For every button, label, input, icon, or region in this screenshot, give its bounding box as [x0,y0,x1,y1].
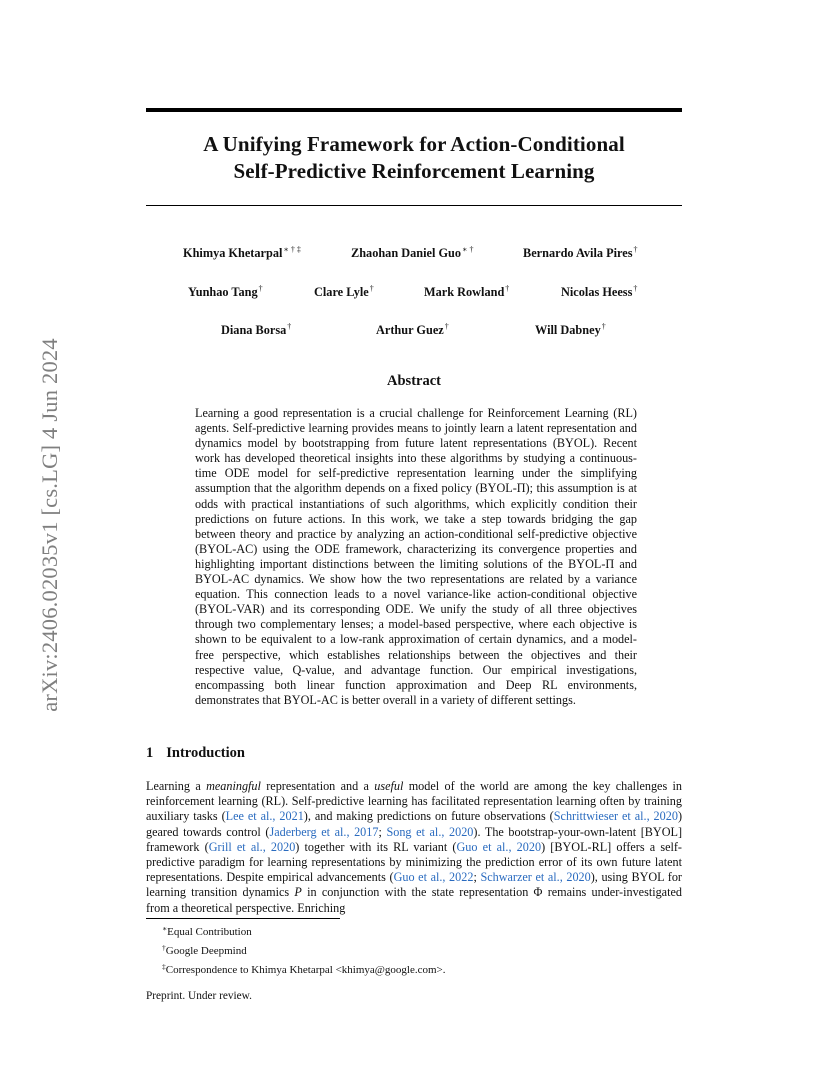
author-name: Will Dabney [535,323,601,337]
author-marks: † [444,322,449,331]
footnote-text: Equal Contribution [167,926,252,938]
title-line-1: A Unifying Framework for Action-Conditional [203,132,625,156]
footnote [162,921,446,940]
footnote-mark: ∗ [162,924,168,933]
author-marks: † [369,284,374,293]
author-name: Khimya Khetarpal [183,246,283,260]
citation-link[interactable]: Schrittwieser et al., 2020 [553,809,678,824]
abstract-heading: Abstract [387,373,441,389]
author-name: Mark Rowland [424,285,505,299]
author-marks: † [633,245,638,254]
intro-text: ) together with its RL variant ( [295,839,457,854]
intro-text: ), using BYOL for learning transition dynamics [146,870,682,900]
intro-emphasis: meaningful [206,779,261,793]
author-marks: † [601,322,606,331]
author-2 [351,243,473,260]
intro-text: model of the world are among the key challenges in reinforcement learning (RL). Self-predictive learning has facilitated representation learning often by training auxiliary tasks ( [146,779,683,824]
footnotes [162,921,446,978]
intro-text: ). The bootstrap-your-own-latent [BYOL] framework ( [146,824,683,854]
footnote [162,959,446,978]
section-title: Introduction [166,745,245,761]
author-marks: † [287,322,292,331]
author-9 [376,320,449,337]
section-number: 1 [146,745,154,761]
footnote-text: Google Deepmind [165,945,247,957]
intro-text: ) geared towards control ( [146,809,682,839]
section-heading-introduction [146,745,245,762]
citation-link[interactable]: Schwarzer et al., 2020 [480,870,591,885]
intro-text: ; [378,824,387,839]
title-top-rule [146,108,682,112]
author-name: Nicolas Heess [561,285,633,299]
paper-title [146,131,682,185]
footnote-rule [146,918,340,919]
title-line-2: Self-Predictive Reinforcement Learning [233,159,595,183]
author-name: Zhaohan Daniel Guo [351,246,462,260]
author-marks: ∗ † [462,245,474,254]
preprint-note: Preprint. Under review. [146,990,252,1002]
author-marks: † [258,284,263,293]
citation-link[interactable]: Guo et al., 2020 [456,839,542,854]
author-6 [424,282,509,299]
author-marks: † [633,284,638,293]
intro-text: Learning a [146,779,207,793]
footnote-text: Correspondence to Khimya Khetarpal <khimya@google.com>. [165,964,446,976]
author-name: Arthur Guez [376,323,444,337]
footnote-mark: † [162,943,166,952]
author-10 [535,320,606,337]
citation-link[interactable]: Grill et al., 2020 [208,839,296,854]
author-name: Diana Borsa [221,323,287,337]
intro-text: ; [473,870,481,885]
intro-text: representation and a [260,779,375,793]
citation-link[interactable]: Song et al., 2020 [386,824,474,839]
author-1 [183,243,301,260]
author-name: Bernardo Avila Pires [523,246,633,260]
abstract-text: Learning a good representation is a crucial challenge for Reinforcement Learning (RL) agents. Self-predictive learning provides means to jointly learn a latent representation and dynamics model by bootstrapping from future latent representations (BYOL). Recent work has developed theoretical insights into these algorithms by studying a continuous-time ODE model for self-predictive representation learning under the simplifying assumption that the algorithm depends on a fixed policy (BYOL-Π); this assumption is at odds with practical instantiations of such algorithms, which explicitly condition their predictions on future actions. In this work, we take a step towards bridging the gap between theory and practice by analyzing an action-conditional self-predictive objective (BYOL-AC) using the ODE framework, characterizing its convergence properties and highlighting important distinctions between the limiting solutions of the BYOL-Π and BYOL-AC dynamics. We show how the two representations are related by a variance equation. This connection leads to a novel variance-like action-conditional objective (BYOL-VAR) and its corresponding ODE. We unify the study of all three objectives through two complementary lenses; a model-based perspective, where each objective is shown to be equivalent to a low-rank approximation of certain dynamics, and a model-free perspective, which establishes relationships between the objectives and their respective value, Q-value, and advantage function. Our empirical investigations, encompassing both linear function approximation and Deep RL environments, demonstrates that BYOL-AC is better overall in a variety of different settings. [195,406,637,707]
introduction-paragraph [146,779,682,916]
author-4 [188,282,263,299]
footnote [162,940,446,959]
intro-text: ), and making predictions on future observations ( [303,809,554,824]
footnote-mark: ‡ [162,962,166,971]
author-3 [523,243,638,260]
citation-link[interactable]: Lee et al., 2021 [225,809,304,824]
author-7 [561,282,637,299]
title-bottom-rule [146,205,682,206]
author-8 [221,320,291,337]
intro-text: in conjunction with the state representation Φ remains under-investigated from a theoretical perspective. Enriching [146,885,682,915]
intro-emphasis: useful [374,779,404,793]
author-marks: † [505,284,510,293]
citation-link[interactable]: Guo et al., 2022 [393,870,474,885]
math-symbol: P [294,885,302,900]
arxiv-identifier-stamp: arXiv:2406.02035v1 [cs.LG] 4 Jun 2024 [37,338,62,712]
author-marks: ∗ † ‡ [283,245,301,254]
author-name: Yunhao Tang [188,285,258,299]
author-name: Clare Lyle [314,285,369,299]
intro-text: ) [BYOL-RL] offers a self-predictive paradigm for learning representations by minimizing the prediction error of its own future latent representations. Despite empirical advancements ( [146,839,682,885]
citation-link[interactable]: Jaderberg et al., 2017 [269,824,379,839]
author-5 [314,282,374,299]
